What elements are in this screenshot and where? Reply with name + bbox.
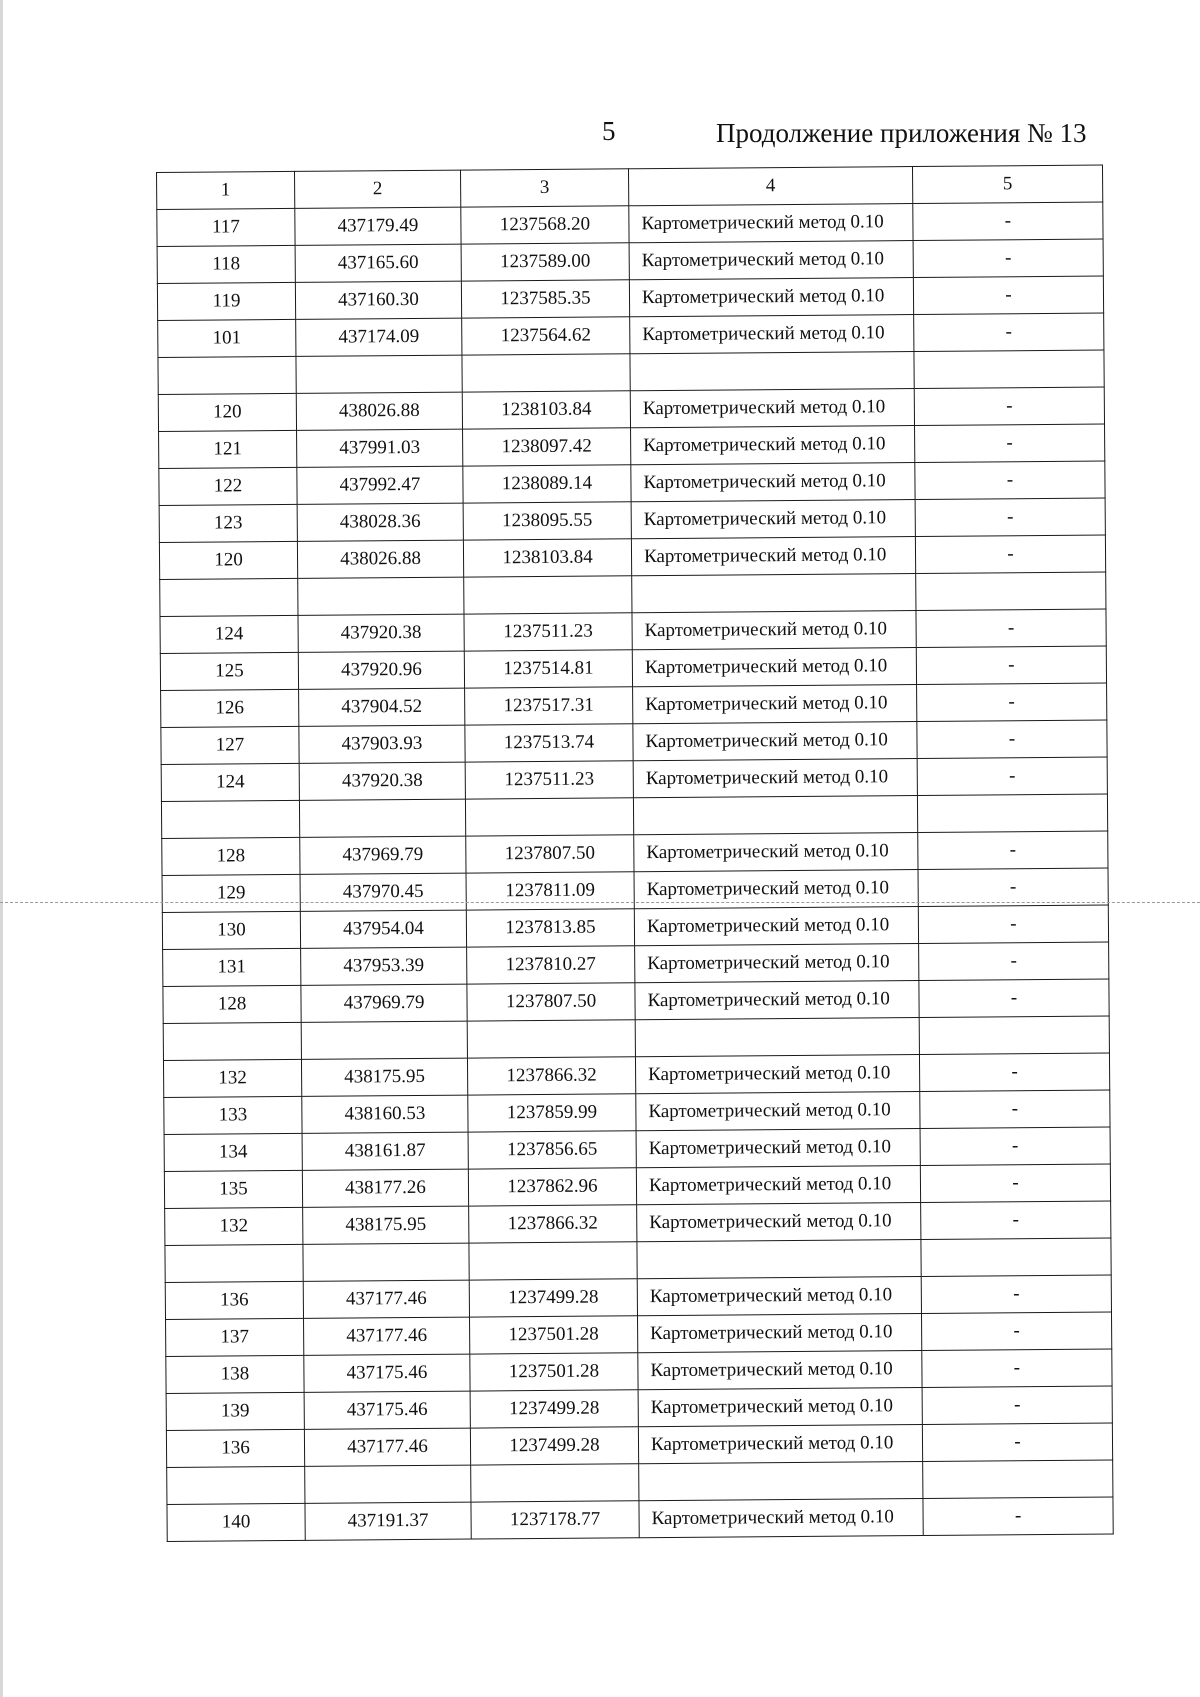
accuracy-cell: -	[917, 757, 1107, 795]
y-coordinate-cell: 1237856.65	[468, 1131, 636, 1169]
method-cell: Картометрический метод 0.10	[630, 389, 914, 428]
method-cell: Картометрический метод 0.10	[632, 611, 916, 650]
x-coordinate-cell	[305, 1465, 471, 1503]
method-cell: Картометрический метод 0.10	[633, 685, 917, 724]
point-number-cell	[163, 1022, 301, 1060]
method-cell	[632, 574, 916, 613]
method-cell: Картометрический метод 0.10	[629, 241, 913, 280]
point-number-cell: 139	[166, 1392, 304, 1430]
x-coordinate-cell: 437992.47	[297, 466, 463, 504]
method-cell	[637, 1240, 921, 1279]
point-number-cell: 118	[157, 245, 295, 283]
accuracy-cell: -	[916, 609, 1106, 647]
y-coordinate-cell	[467, 1020, 635, 1058]
y-coordinate-cell: 1237859.99	[468, 1094, 636, 1132]
x-coordinate-cell: 437954.04	[300, 910, 466, 948]
x-coordinate-cell: 438026.88	[297, 540, 463, 578]
accuracy-cell: -	[921, 1312, 1111, 1350]
x-coordinate-cell: 437177.46	[304, 1428, 470, 1466]
point-number-cell: 101	[158, 319, 296, 357]
method-cell: Картометрический метод 0.10	[635, 1055, 919, 1094]
method-cell	[630, 352, 914, 391]
column-header-2: 2	[294, 170, 460, 208]
point-number-cell: 140	[167, 1503, 305, 1541]
y-coordinate-cell: 1237501.28	[470, 1353, 638, 1391]
x-coordinate-cell: 438175.95	[301, 1058, 467, 1096]
x-coordinate-cell: 437177.46	[304, 1317, 470, 1355]
accuracy-cell: -	[913, 239, 1103, 277]
accuracy-cell	[923, 1460, 1113, 1498]
method-cell: Картометрический метод 0.10	[629, 278, 913, 317]
y-coordinate-cell: 1237810.27	[467, 946, 635, 984]
method-cell: Картометрический метод 0.10	[636, 1129, 920, 1168]
point-number-cell: 128	[163, 985, 301, 1023]
point-number-cell: 136	[166, 1429, 304, 1467]
accuracy-cell: -	[915, 535, 1105, 573]
x-coordinate-cell: 437175.46	[304, 1354, 470, 1392]
accuracy-cell: -	[917, 683, 1107, 721]
x-coordinate-cell: 437903.93	[299, 725, 465, 763]
accuracy-cell	[914, 350, 1104, 388]
point-number-cell: 124	[161, 763, 299, 801]
method-cell: Картометрический метод 0.10	[631, 426, 915, 465]
y-coordinate-cell: 1238089.14	[463, 465, 631, 503]
accuracy-cell: -	[919, 979, 1109, 1017]
y-coordinate-cell: 1237807.50	[466, 835, 634, 873]
y-coordinate-cell	[465, 798, 633, 836]
method-cell: Картометрический метод 0.10	[631, 500, 915, 539]
x-coordinate-cell: 438177.26	[302, 1169, 468, 1207]
method-cell: Картометрический метод 0.10	[631, 463, 915, 502]
point-number-cell: 120	[159, 541, 297, 579]
y-coordinate-cell: 1237564.62	[462, 317, 630, 355]
x-coordinate-cell: 437970.45	[300, 873, 466, 911]
method-cell: Картометрический метод 0.10	[634, 870, 918, 909]
y-coordinate-cell: 1237511.23	[465, 761, 633, 799]
method-cell: Картометрический метод 0.10	[634, 907, 918, 946]
accuracy-cell: -	[920, 1164, 1110, 1202]
y-coordinate-cell: 1238097.42	[463, 428, 631, 466]
point-number-cell	[165, 1244, 303, 1282]
y-coordinate-cell: 1238103.84	[462, 391, 630, 429]
method-cell: Картометрический метод 0.10	[637, 1314, 921, 1353]
x-coordinate-cell: 438175.95	[303, 1206, 469, 1244]
page-header	[0, 112, 1200, 162]
x-coordinate-cell: 438026.88	[296, 392, 462, 430]
method-cell: Картометрический метод 0.10	[638, 1351, 922, 1390]
page-number: 5	[602, 116, 616, 146]
point-number-cell: 135	[164, 1170, 302, 1208]
accuracy-cell: -	[915, 498, 1105, 536]
scan-edge	[0, 0, 3, 1697]
point-number-cell: 132	[165, 1207, 303, 1245]
x-coordinate-cell	[299, 799, 465, 837]
table-row	[167, 1497, 1113, 1541]
y-coordinate-cell: 1237589.00	[461, 243, 629, 281]
x-coordinate-cell	[301, 1021, 467, 1059]
point-number-cell	[161, 800, 299, 838]
point-number-cell: 120	[158, 393, 296, 431]
point-number-cell: 121	[159, 430, 297, 468]
x-coordinate-cell: 438161.87	[302, 1132, 468, 1170]
accuracy-cell: -	[922, 1423, 1112, 1461]
method-cell: Картометрический метод 0.10	[633, 759, 917, 798]
accuracy-cell: -	[916, 646, 1106, 684]
column-header-3: 3	[460, 169, 628, 207]
x-coordinate-cell: 437969.79	[301, 984, 467, 1022]
y-coordinate-cell: 1237514.81	[464, 650, 632, 688]
y-coordinate-cell	[464, 576, 632, 614]
y-coordinate-cell: 1237807.50	[467, 983, 635, 1021]
y-coordinate-cell	[471, 1464, 639, 1502]
x-coordinate-cell: 437920.38	[298, 614, 464, 652]
y-coordinate-cell: 1237862.96	[468, 1168, 636, 1206]
accuracy-cell: -	[914, 313, 1104, 351]
y-coordinate-cell: 1237501.28	[470, 1316, 638, 1354]
y-coordinate-cell: 1238095.55	[463, 502, 631, 540]
method-cell: Картометрический метод 0.10	[638, 1425, 922, 1464]
method-cell: Картометрический метод 0.10	[636, 1166, 920, 1205]
accuracy-cell: -	[918, 831, 1108, 869]
coordinates-table	[156, 165, 1114, 1542]
point-number-cell: 127	[161, 726, 299, 764]
method-cell	[633, 796, 917, 835]
method-cell: Картометрический метод 0.10	[635, 981, 919, 1020]
point-number-cell: 117	[157, 208, 295, 246]
accuracy-cell: -	[913, 202, 1103, 240]
x-coordinate-cell: 437175.46	[304, 1391, 470, 1429]
accuracy-cell: -	[915, 461, 1105, 499]
y-coordinate-cell: 1237568.20	[461, 206, 629, 244]
accuracy-cell: -	[918, 905, 1108, 943]
point-number-cell: 126	[161, 689, 299, 727]
point-number-cell: 136	[165, 1281, 303, 1319]
x-coordinate-cell: 437920.38	[299, 762, 465, 800]
x-coordinate-cell: 437160.30	[295, 281, 461, 319]
x-coordinate-cell: 437174.09	[296, 318, 462, 356]
accuracy-cell: -	[917, 720, 1107, 758]
method-cell: Картометрический метод 0.10	[636, 1092, 920, 1131]
accuracy-cell: -	[919, 942, 1109, 980]
point-number-cell: 123	[159, 504, 297, 542]
x-coordinate-cell: 437177.46	[303, 1280, 469, 1318]
method-cell: Картометрический метод 0.10	[637, 1277, 921, 1316]
x-coordinate-cell	[298, 577, 464, 615]
method-cell: Картометрический метод 0.10	[635, 944, 919, 983]
accuracy-cell: -	[921, 1275, 1111, 1313]
x-coordinate-cell: 438028.36	[297, 503, 463, 541]
table-body	[157, 202, 1113, 1541]
point-number-cell: 124	[160, 615, 298, 653]
y-coordinate-cell: 1237813.85	[466, 909, 634, 947]
y-coordinate-cell	[469, 1242, 637, 1280]
method-cell: Картометрический метод 0.10	[638, 1388, 922, 1427]
x-coordinate-cell: 437920.96	[298, 651, 464, 689]
y-coordinate-cell	[462, 354, 630, 392]
appendix-title: Продолжение приложения № 13	[716, 118, 1087, 148]
accuracy-cell: -	[921, 1201, 1111, 1239]
method-cell: Картометрический метод 0.10	[633, 722, 917, 761]
method-cell: Картометрический метод 0.10	[634, 833, 918, 872]
accuracy-cell: -	[923, 1497, 1113, 1535]
method-cell: Картометрический метод 0.10	[639, 1499, 923, 1538]
x-coordinate-cell: 438160.53	[302, 1095, 468, 1133]
method-cell	[635, 1018, 919, 1057]
x-coordinate-cell: 437991.03	[297, 429, 463, 467]
column-header-1: 1	[157, 171, 295, 209]
y-coordinate-cell: 1237585.35	[461, 280, 629, 318]
point-number-cell: 119	[157, 282, 295, 320]
point-number-cell: 138	[166, 1355, 304, 1393]
accuracy-cell	[917, 794, 1107, 832]
y-coordinate-cell: 1237499.28	[470, 1427, 638, 1465]
method-cell: Картометрический метод 0.10	[637, 1203, 921, 1242]
y-coordinate-cell: 1237866.32	[469, 1205, 637, 1243]
column-header-5: 5	[912, 165, 1102, 203]
y-coordinate-cell: 1237517.31	[465, 687, 633, 725]
point-number-cell: 137	[166, 1318, 304, 1356]
point-number-cell: 122	[159, 467, 297, 505]
point-number-cell: 128	[162, 837, 300, 875]
method-cell: Картометрический метод 0.10	[629, 204, 913, 243]
method-cell: Картометрический метод 0.10	[630, 315, 914, 354]
x-coordinate-cell: 437165.60	[295, 244, 461, 282]
accuracy-cell: -	[920, 1090, 1110, 1128]
accuracy-cell: -	[919, 1053, 1109, 1091]
x-coordinate-cell: 437969.79	[300, 836, 466, 874]
accuracy-cell: -	[922, 1386, 1112, 1424]
y-coordinate-cell: 1238103.84	[463, 539, 631, 577]
point-number-cell	[160, 578, 298, 616]
y-coordinate-cell: 1237499.28	[470, 1390, 638, 1428]
y-coordinate-cell: 1237499.28	[469, 1279, 637, 1317]
accuracy-cell: -	[914, 387, 1104, 425]
y-coordinate-cell: 1237513.74	[465, 724, 633, 762]
x-coordinate-cell: 437179.49	[295, 207, 461, 245]
point-number-cell	[167, 1466, 305, 1504]
fold-line	[0, 902, 1200, 903]
method-cell: Картометрический метод 0.10	[632, 648, 916, 687]
method-cell	[639, 1462, 923, 1501]
accuracy-cell: -	[918, 868, 1108, 906]
accuracy-cell	[916, 572, 1106, 610]
point-number-cell	[158, 356, 296, 394]
method-cell: Картометрический метод 0.10	[631, 537, 915, 576]
accuracy-cell	[919, 1016, 1109, 1054]
point-number-cell: 132	[163, 1059, 301, 1097]
x-coordinate-cell: 437191.37	[305, 1502, 471, 1540]
point-number-cell: 133	[164, 1096, 302, 1134]
accuracy-cell: -	[913, 276, 1103, 314]
x-coordinate-cell: 437904.52	[299, 688, 465, 726]
accuracy-cell	[921, 1238, 1111, 1276]
accuracy-cell: -	[915, 424, 1105, 462]
x-coordinate-cell: 437953.39	[301, 947, 467, 985]
point-number-cell: 134	[164, 1133, 302, 1171]
x-coordinate-cell	[303, 1243, 469, 1281]
accuracy-cell: -	[920, 1127, 1110, 1165]
y-coordinate-cell: 1237866.32	[467, 1057, 635, 1095]
point-number-cell: 131	[163, 948, 301, 986]
point-number-cell: 125	[160, 652, 298, 690]
point-number-cell: 129	[162, 874, 300, 912]
y-coordinate-cell: 1237511.23	[464, 613, 632, 651]
x-coordinate-cell	[296, 355, 462, 393]
accuracy-cell: -	[922, 1349, 1112, 1387]
point-number-cell: 130	[162, 911, 300, 949]
column-header-4: 4	[628, 167, 912, 206]
y-coordinate-cell: 1237178.77	[471, 1501, 639, 1539]
y-coordinate-cell: 1237811.09	[466, 872, 634, 910]
